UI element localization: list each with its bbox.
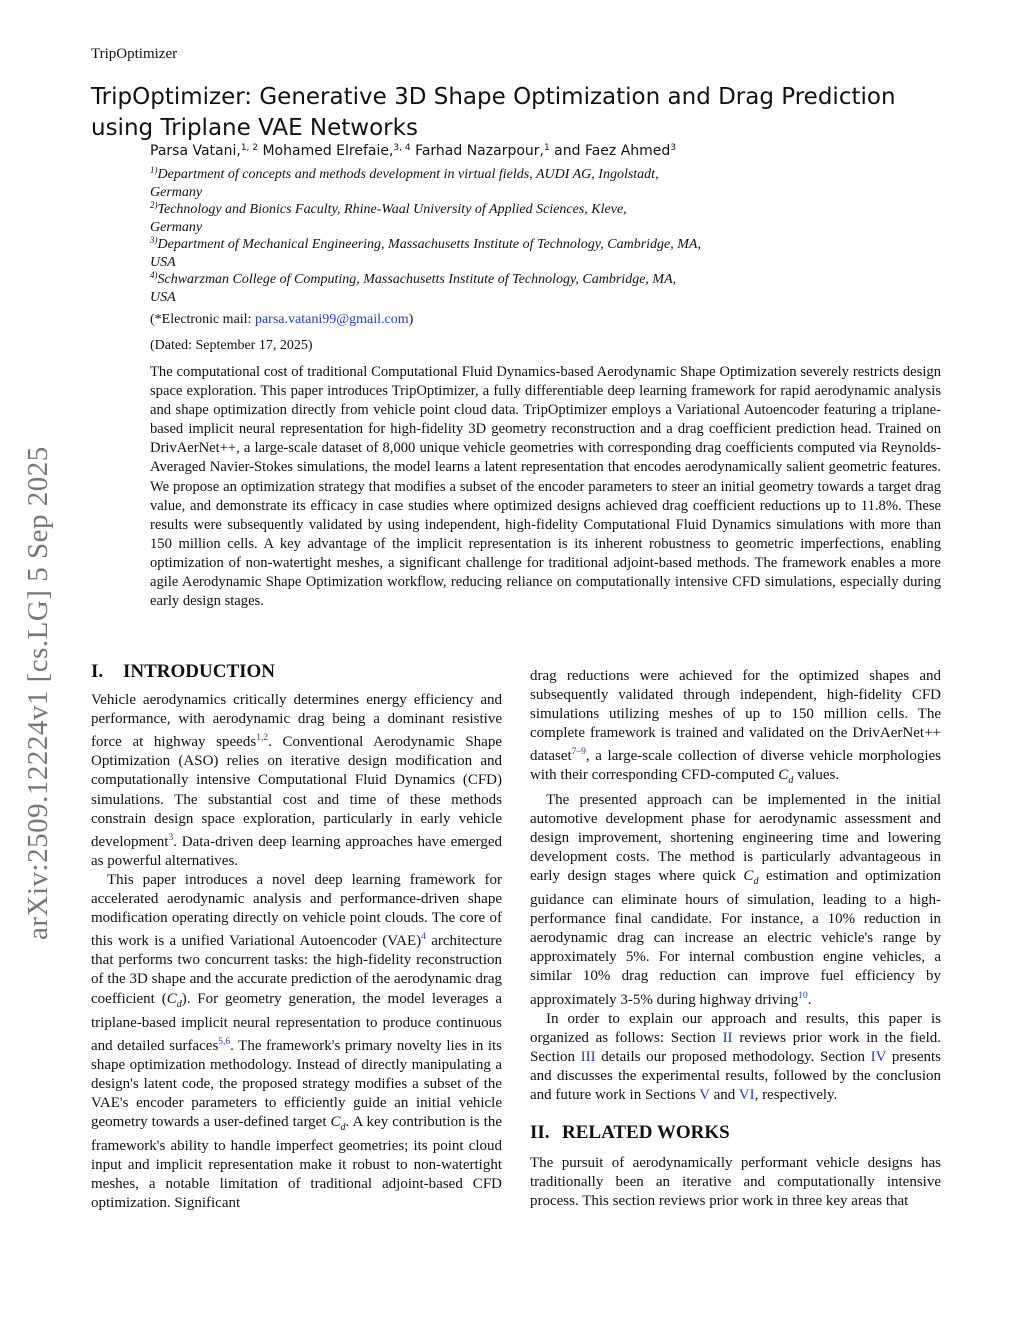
author-name: and Faez Ahmed	[554, 143, 671, 159]
citation-link[interactable]: 10	[798, 990, 808, 1001]
affiliation-text: Department of concepts and methods development in virtual fields, AUDI AG, Ingolstadt,	[157, 167, 659, 182]
citation-link[interactable]: 7–9	[571, 747, 586, 758]
math-cd: $C_d$	[778, 767, 794, 787]
affiliation-mark: 1)	[150, 165, 158, 175]
affiliation-country: Germany	[150, 184, 203, 200]
section-link[interactable]: VI	[738, 1086, 755, 1103]
citation-link[interactable]: 4	[421, 932, 426, 943]
math-cd: $C_d$	[330, 1114, 346, 1134]
left-column	[91, 662, 502, 1214]
section-heading-introduction	[91, 662, 502, 681]
affiliation-text: Technology and Bionics Faculty, Rhine-Waal University of Applied Sciences, Kleve,	[157, 202, 627, 217]
section-link[interactable]: III	[580, 1048, 596, 1065]
citation-link[interactable]: 1,2	[256, 733, 269, 744]
author-name: Parsa Vatani,	[150, 143, 241, 159]
affiliation-mark: 3)	[150, 235, 158, 245]
arxiv-identifier: arXiv:2509.12224v1 [cs.LG] 5 Sep 2025	[22, 446, 54, 940]
section-link[interactable]: V	[699, 1086, 710, 1103]
dated-line: (Dated: September 17, 2025)	[150, 338, 313, 353]
affiliation-country: USA	[150, 254, 176, 270]
right-column	[530, 667, 941, 1211]
section-heading-related-works	[530, 1123, 941, 1142]
paragraph: In order to explain our approach and results, this paper is organized as follows: Section II reviews prior work in the field. Section III details our proposed methodology. Section IV presents and discusses the experimental results, followed by the conclusion and future work in Sections V and VI, respectively.	[530, 1010, 942, 1103]
affiliation	[150, 232, 790, 271]
affiliation-country: Germany	[150, 219, 203, 235]
corresponding-email	[150, 312, 413, 328]
email-prefix: (*Electronic mail:	[150, 312, 255, 327]
author-affiliation-mark: 1	[543, 143, 550, 153]
section-link[interactable]: II	[722, 1029, 733, 1046]
math-cd: $C_d$	[166, 990, 182, 1010]
author-affiliation-mark: 3	[670, 143, 677, 153]
paragraph: Vehicle aerodynamics critically determines energy efficiency and performance, with aerodynamic drag being a dominant resistive force at highway speeds$^{1,2}$. Conventional Aerodynamic Shape Optimization (ASO) relies on iterative design modification and computationally intensive Computational Fluid Dynamics (CFD) simulations. The substantial cost and time of these methods constrain design space exploration, particularly in early vehicle development$^3$. Data-driven deep learning approaches have emerged as powerful alternatives.	[91, 692, 502, 869]
section-number: II.	[530, 1122, 550, 1144]
affiliation	[150, 162, 790, 201]
math-cd: $C_d$	[743, 867, 759, 887]
section-title: RELATED WORKS	[562, 1122, 730, 1144]
running-head: TripOptimizer	[91, 46, 178, 62]
section-title: INTRODUCTION	[123, 661, 276, 682]
abstract: The computational cost of traditional Computational Fluid Dynamics-based Aerodynamic Shape Optimization severely restricts design space exploration. This paper introduces TripOptimizer, a fully differentiable deep learning framework for rapid aerodynamic analysis and shape optimization directly from vehicle point cloud data. TripOptimizer employs a Variational Autoencoder featuring a triplane-based implicit neural representation for high-fidelity 3D geometry reconstruction and a drag coefficient prediction head. Trained on DrivAerNet++, a large-scale dataset of 8,000 unique vehicle geometries with corresponding drag coefficients computed via Reynolds-Averaged Navier-Stokes simulations, the model learns a latent representation that encodes aerodynamically salient geometric features. We propose an optimization strategy that modifies a subset of the encoder parameters to steer an initial geometry towards a target drag value, and demonstrate its efficacy in case studies where optimized designs achieved drag coefficient reductions up to 11.8%. These results were subsequently validated by using independent, high-fidelity Computational Fluid Dynamics simulations with more than 150 million cells. A key advantage of the implicit representation is its inherent robustness to geometric imperfections, enabling optimization of non-watertight meshes, a significant challenge for traditional adjoint-based methods. The framework enables a more agile Aerodynamic Shape Optimization workflow, reducing reliance on computationally intensive CFD simulations, especially during early design stages.	[150, 364, 941, 610]
citation-link[interactable]: 3	[168, 832, 174, 843]
author-name: Farhad Nazarpour,	[415, 143, 544, 159]
paragraph: This paper introduces a novel deep learning framework for accelerated aerodynamic analysis and performance-driven shape modification operating directly on vehicle point clouds. The core of this work is a unified Variational Autoencoder (VAE)$^4$ architecture that performs two concurrent tasks: the high-fidelity reconstruction of the 3D shape and the accurate prediction of the aerodynamic drag coefficient $(C_d)$. For geometry generation, the model leverages a triplane-based implicit neural representation to produce continuous and detailed surfaces$^{5,6}$. The framework's primary novelty lies in its shape optimization methodology. Instead of directly manipulating a design's latent code, the proposed strategy modifies a subset of the VAE's encoder parameters to efficiently guide an initial vehicle geometry towards a user-defined target $C_d$. A key contribution is the framework's ability to handle imperfect geometries; its point cloud input and implicit representation make it robust to non-watertight meshes, a notable limitation of traditional adjoint-based CFD optimization. Significant	[91, 871, 502, 1212]
author-name: Mohamed Elrefaie,	[262, 143, 394, 159]
paragraph: The pursuit of aerodynamically performant vehicle designs has traditionally been an iterative and computationally intensive process. This section reviews prior work in three key areas that	[530, 1155, 941, 1210]
affiliation	[150, 267, 790, 306]
author-affiliation-mark: 3, 4	[393, 143, 411, 153]
affiliation-country: USA	[150, 289, 176, 305]
email-link[interactable]: parsa.vatani99@gmail.com	[254, 312, 409, 327]
email-suffix: )	[408, 312, 414, 327]
author-affiliation-mark: 1, 2	[240, 143, 259, 153]
citation-link[interactable]: 5,6	[218, 1036, 231, 1047]
affiliation-text: Department of Mechanical Engineering, Massachusetts Institute of Technology, Cambridge, MA,	[157, 237, 701, 252]
paragraph: drag reductions were achieved for the optimized shapes and subsequently validated through independent, high-fidelity CFD simulations utilizing meshes of up to 150 million cells. The complete framework is trained and validated on the DrivAerNet++ dataset$^{7-9}$, a large-scale collection of diverse vehicle morphologies with their corresponding CFD-computed $C_d$ values.	[530, 668, 941, 787]
affiliation-mark: 2)	[150, 200, 158, 210]
affiliation	[150, 197, 790, 236]
author-list	[150, 143, 676, 159]
paper-title: TripOptimizer: Generative 3D Shape Optimization and Drag Prediction using Triplane VAE Networks	[91, 84, 896, 141]
section-link[interactable]: IV	[870, 1048, 887, 1065]
section-number: I.	[91, 661, 104, 682]
affiliation-text: Schwarzman College of Computing, Massachusetts Institute of Technology, Cambridge, MA,	[157, 272, 677, 287]
paragraph: The presented approach can be implemented in the initial automotive development phase for aerodynamic assessment and design improvement, shortening engineering time and lowering development costs. The method is particularly advantageous in early design stages where quick $C_d$ estimation and optimization guidance can eliminate hours of simulation, leading to a high-performance final candidate. For instance, a 10% reduction in aerodynamic drag can increase an electric vehicle's range by approximately 5%. For internal combustion engine vehicles, a similar 10% drag reduction can improve fuel efficiency by approximately 3-5% during highway driving$^{10}$.	[530, 791, 941, 1008]
affiliation-mark: 4)	[150, 270, 158, 280]
